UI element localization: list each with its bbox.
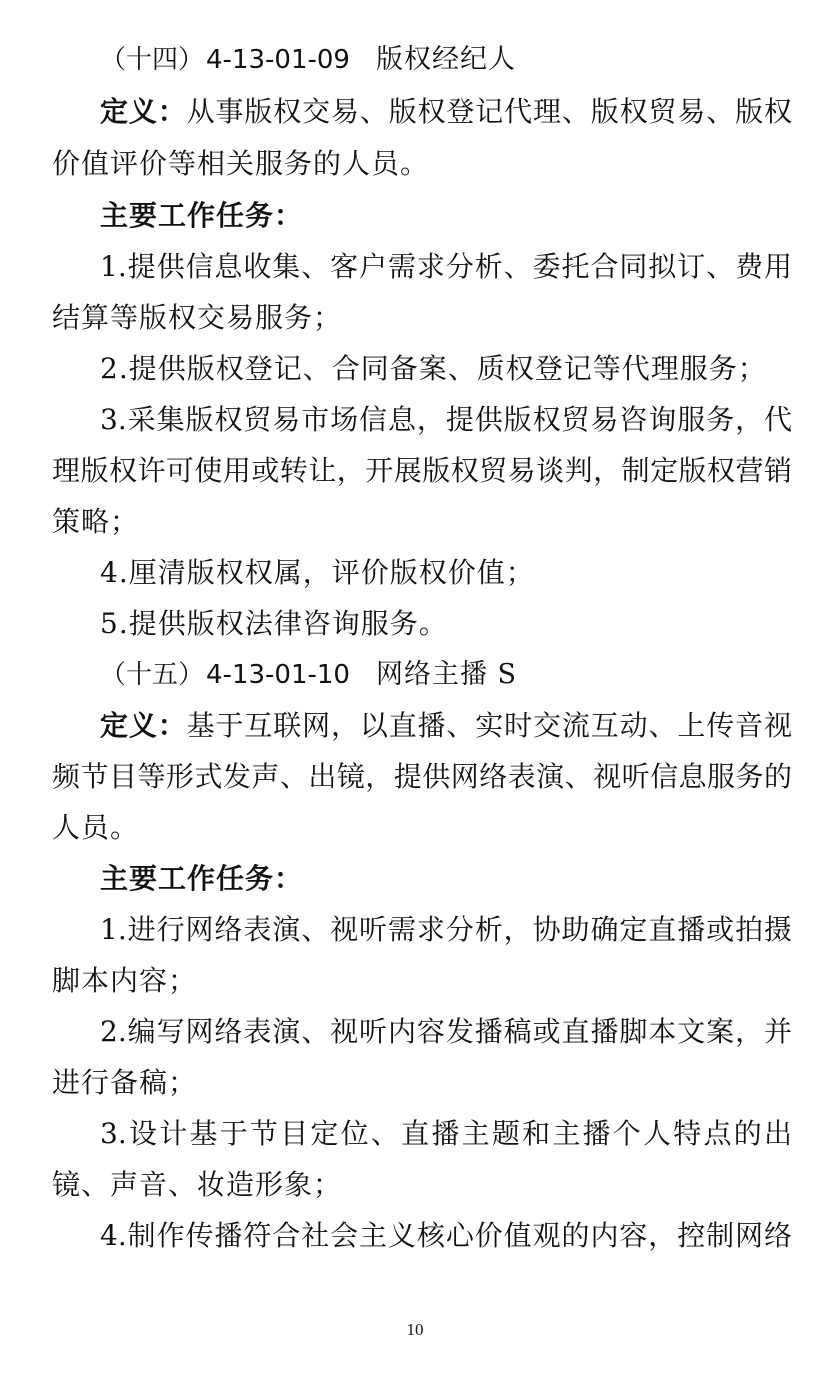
section-15-definition-line-2: 频节目等形式发声、出镜，提供网络表演、视听信息服务的 [52,760,792,793]
page-number: 10 [406,1320,424,1339]
section-14-heading [100,40,830,80]
section-14-title: 版权经纪人 [375,44,516,75]
section-14-task-5-line-1: 5.提供版权法律咨询服务。 [100,607,448,640]
section-15-task-2-line-2: 进行备稿； [52,1066,198,1099]
section-14-task-2-line-1: 2.提供版权登记、合同备案、质权登记等代理服务； [100,352,767,385]
section-14-definition-text-1: 从事版权交易、版权登记代理、版权贸易、版权 [186,95,792,128]
section-15-task-3-line-1: 3.设计基于节目定位、直播主题和主播个人特点的出 [100,1117,792,1150]
section-14-definition-label: 定义： [100,95,187,128]
section-15-task-3-line-2: 镜、声音、妆造形象； [52,1168,343,1201]
section-14-task-3-line-2: 理版权许可使用或转让，开展版权贸易谈判，制定版权营销 [52,454,792,487]
section-15-task-1-line-2: 脚本内容； [52,964,198,997]
section-15-definition-line-1 [100,706,792,746]
section-14-task-3-line-3: 策略； [52,505,140,538]
section-14-task-1-line-2: 结算等版权交易服务； [52,301,343,334]
section-14-definition-line-1 [100,92,792,132]
section-14-definition-line-2: 价值评价等相关服务的人员。 [52,147,430,180]
section-14-tasks-heading: 主要工作任务： [100,199,304,232]
section-15-task-2-line-1: 2.编写网络表演、视听内容发播稿或直播脚本文案，并 [100,1015,792,1048]
section-15-title: 网络主播 S [375,659,518,690]
section-15-definition-label: 定义： [100,709,187,742]
section-14-task-1-line-1: 1.提供信息收集、客户需求分析、委托合同拟订、费用 [100,250,792,283]
section-15-definition-line-3: 人员。 [52,811,140,844]
section-14-task-3-line-1: 3.采集版权贸易市场信息，提供版权贸易咨询服务，代 [100,403,792,436]
section-14-code: 4-13-01-09 [206,45,350,75]
section-14-number: （十四） [100,45,205,75]
section-15-tasks-heading: 主要工作任务： [100,862,304,895]
section-15-code: 4-13-01-10 [206,660,350,690]
section-15-task-4-line-1: 4.制作传播符合社会主义核心价值观的内容，控制网络 [100,1219,792,1252]
section-15-task-1-line-1: 1.进行网络表演、视听需求分析，协助确定直播或拍摄 [100,913,792,946]
section-15-number: （十五） [100,660,205,690]
section-14-task-4-line-1: 4.厘清版权权属，评价版权价值； [100,556,535,589]
section-15-heading [100,655,830,695]
section-15-definition-text-1: 基于互联网，以直播、实时交流互动、上传音视 [186,709,792,742]
